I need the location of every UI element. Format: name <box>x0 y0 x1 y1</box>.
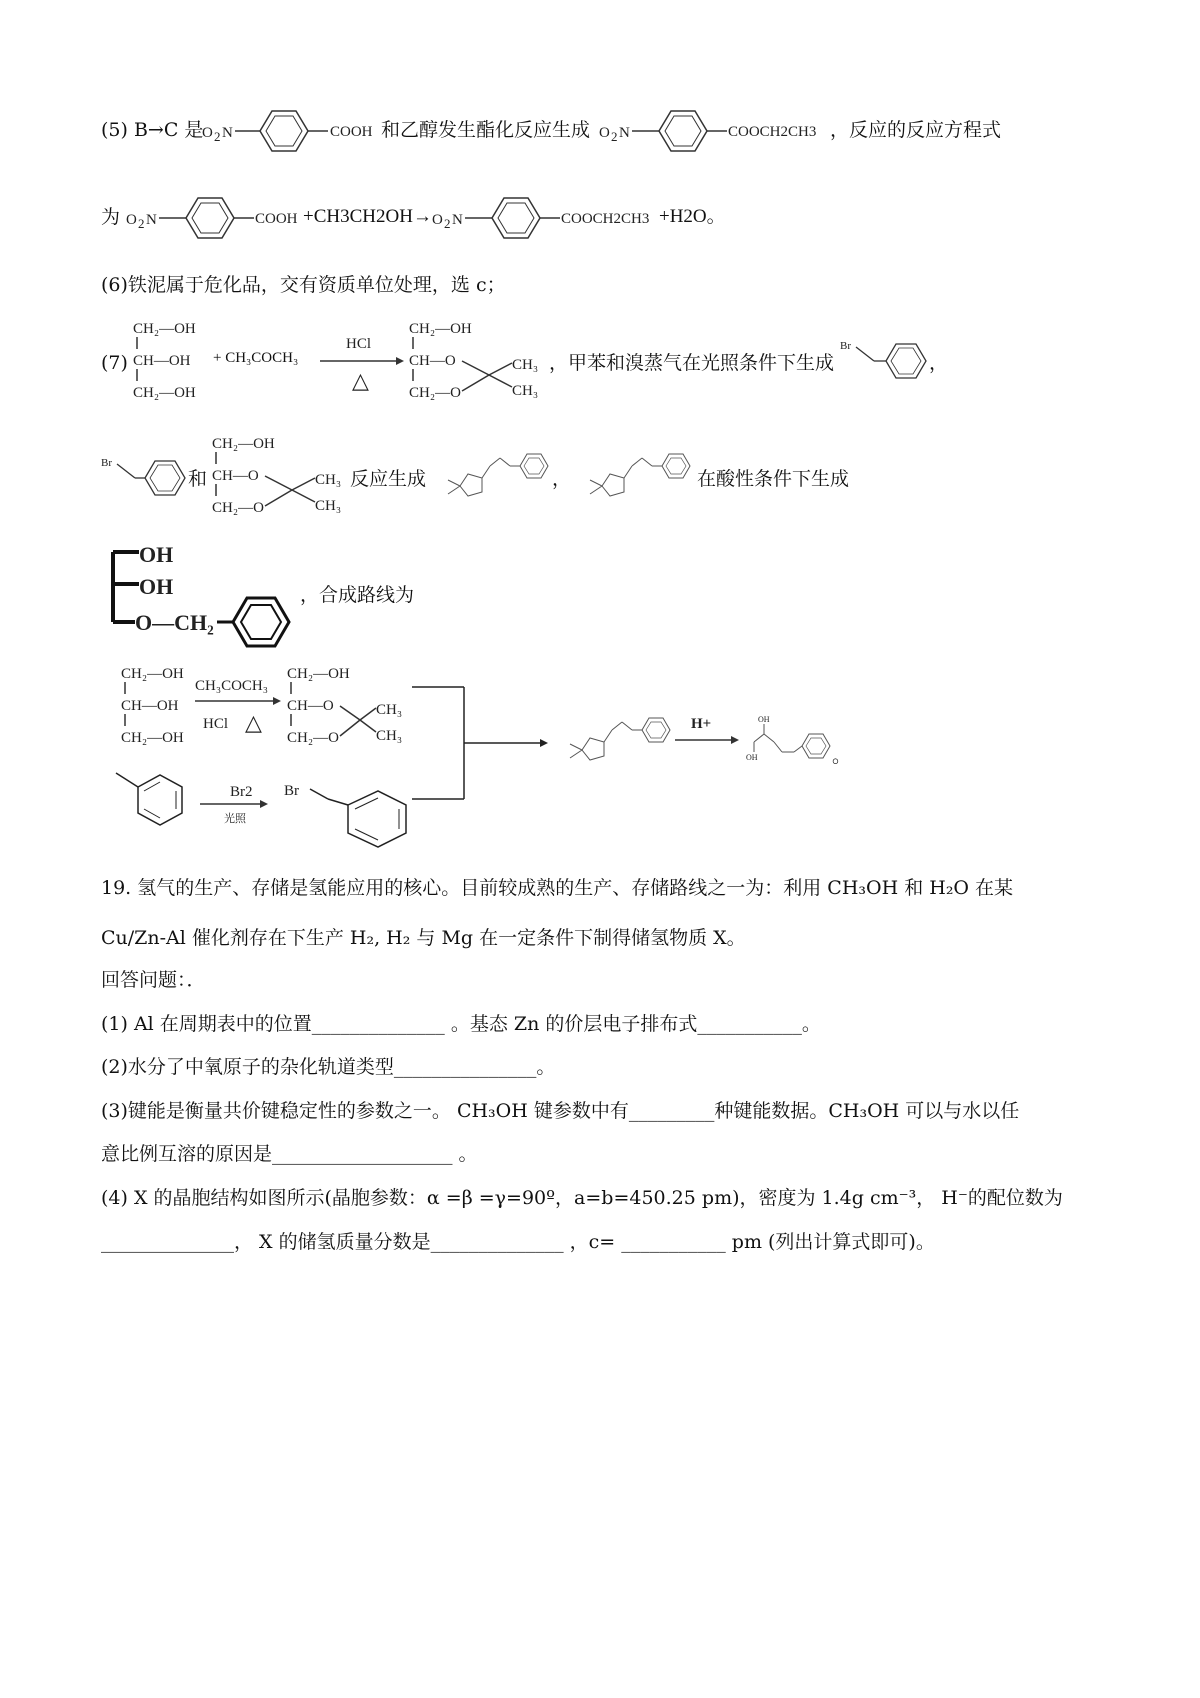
svg-text:CH₂—OH: CH₂—OH <box>121 730 184 746</box>
svg-text:Br: Br <box>101 457 112 469</box>
svg-text:CH—OH: CH—OH <box>121 698 179 714</box>
q5-mid: 和乙醇发生酯化反应生成 <box>381 119 591 141</box>
svg-text:O—CH₂: O—CH₂ <box>135 610 214 635</box>
svg-text:CH₂—O: CH₂—O <box>287 730 339 746</box>
q7-comma: ， <box>929 352 949 374</box>
svg-text:OH: OH <box>746 753 758 762</box>
q7-and: 和 <box>188 468 208 490</box>
svg-text:CH₂—O: CH₂—O <box>212 500 264 516</box>
q19-part2: (2)水分了中氧原子的杂化轨道类型_______________。 <box>101 1056 556 1078</box>
benzyl-glycerol-ether-structure-small <box>744 712 844 772</box>
benzyl-bromide-structure-route <box>280 775 415 865</box>
ethyl-nitrobenzoate-structure-1 <box>597 105 837 155</box>
svg-text:N: N <box>146 212 157 228</box>
svg-text:HCl: HCl <box>203 716 229 732</box>
q7-period: 。 <box>832 745 852 767</box>
svg-text:CH—O: CH—O <box>287 698 334 714</box>
svg-text:COOCH2CH3: COOCH2CH3 <box>728 124 817 140</box>
acetone-reagent: + CH₃COCH₃ <box>213 350 299 366</box>
benzyl-bromide-structure-2 <box>99 452 194 507</box>
svg-text:CH—O: CH—O <box>212 468 259 484</box>
svg-text:CH₂—OH: CH₂—OH <box>287 666 350 682</box>
route-arrow-2 <box>198 780 273 830</box>
svg-text:2: 2 <box>138 216 145 231</box>
svg-text:Br2: Br2 <box>230 784 253 800</box>
svg-text:CH₃: CH₃ <box>512 357 539 373</box>
svg-text:CH₃: CH₃ <box>512 383 539 399</box>
ethyl-nitrobenzoate-structure-2 <box>430 192 670 242</box>
svg-text:CH₃: CH₃ <box>315 498 342 514</box>
svg-text:OH: OH <box>139 574 174 599</box>
q19-line2: Cu/Zn-Al 催化剂存在下生产 H₂, H₂ 与 Mg 在一定条件下制得储氢物质 X。 <box>101 927 746 949</box>
benzyl-acetonide-structure-route <box>552 712 677 772</box>
svg-text:N: N <box>452 212 463 228</box>
benzyl-bromide-structure-1 <box>838 335 938 390</box>
svg-text:H+: H+ <box>691 716 712 732</box>
route-arrow-3 <box>673 712 745 752</box>
svg-text:光照: 光照 <box>224 813 246 825</box>
q7-route: ，合成路线为 <box>300 584 415 606</box>
q19-line3: 回答问题：． <box>101 969 206 991</box>
q5-plus-water: +H2O。 <box>659 206 726 227</box>
svg-text:N: N <box>619 125 630 141</box>
svg-text:CH₃: CH₃ <box>376 728 403 744</box>
svg-text:CH—OH: CH—OH <box>133 353 191 369</box>
q5-plus-ethanol: +CH3CH2OH→ <box>303 206 432 227</box>
svg-text:OH: OH <box>139 542 174 567</box>
benzyl-acetonide-structure-1 <box>430 448 555 508</box>
svg-text:Br: Br <box>840 340 851 352</box>
svg-text:CH₃: CH₃ <box>376 702 403 718</box>
q19-part1: (1) Al 在周期表中的位置______________ 。基态 Zn 的价层电子排布式___________。 <box>101 1013 821 1035</box>
svg-text:△: △ <box>245 710 262 735</box>
q6-text: (6)铁泥属于危化品，交有资质单位处理，选 c； <box>101 274 506 296</box>
svg-text:2: 2 <box>611 129 618 144</box>
svg-text:CH₂—OH: CH₂—OH <box>212 436 275 452</box>
toluene-structure <box>108 765 193 845</box>
q19-part4-line2: ______________， X 的储氢质量分数是______________ ，c= ___________ pm (列出计算式即可)。 <box>101 1231 935 1253</box>
q7-text1: ，甲苯和溴蒸气在光照条件下生成 <box>549 352 835 374</box>
svg-text:O: O <box>126 212 137 228</box>
q19-part3-line2: 意比例互溶的原因是___________________ 。 <box>101 1143 478 1165</box>
benzyl-acetonide-structure-2 <box>572 448 697 508</box>
reaction-arrow-1 <box>318 328 404 398</box>
svg-text:CH₂—OH: CH₂—OH <box>121 666 184 682</box>
svg-text:COOH: COOH <box>255 211 298 227</box>
acetonide-structure-route <box>282 660 417 750</box>
q5-line2-prefix: 为 <box>101 206 121 228</box>
route-bracket <box>404 685 554 805</box>
svg-text:CH₃: CH₃ <box>315 472 342 488</box>
benzyl-glycerol-ether-structure <box>105 540 305 645</box>
route-arrow-1 <box>193 670 285 740</box>
svg-text:CH₂—OH: CH₂—OH <box>133 385 196 401</box>
q19-line1: 19. 氢气的生产、存储是氢能应用的核心。目前较成熟的生产、存储路线之一为：利用 CH₃OH 和 H₂O 在某 <box>101 877 1014 899</box>
q7-comma2: ， <box>552 468 572 490</box>
q19-part3-line1: (3)键能是衡量共价键稳定性的参数之一。 CH₃OH 键参数中有_________种键能数据。CH₃OH 可以与水以任 <box>101 1100 1020 1122</box>
svg-text:CH—O: CH—O <box>409 353 456 369</box>
acetonide-structure-2 <box>207 430 357 520</box>
q7-react: 反应生成 <box>350 468 427 490</box>
svg-text:△: △ <box>352 368 369 393</box>
q5-suffix: ，反应的反应方程式 <box>830 119 1002 141</box>
nitrobenzoic-acid-structure-2 <box>124 192 314 242</box>
svg-text:HCl: HCl <box>346 336 372 352</box>
svg-text:2: 2 <box>214 129 221 144</box>
q19-part4-line1: (4) X 的晶胞结构如图所示(晶胞参数：α =β =γ=90º，a=b=450.25 pm)，密度为 1.4g cm⁻³， H⁻的配位数为 <box>101 1187 1063 1209</box>
svg-text:Br: Br <box>284 783 299 799</box>
svg-text:2: 2 <box>444 216 451 231</box>
svg-text:O: O <box>599 125 610 141</box>
svg-text:CH₂—O: CH₂—O <box>409 385 461 401</box>
nitrobenzoic-acid-structure-1 <box>200 105 380 155</box>
svg-text:O: O <box>432 212 443 228</box>
svg-text:CH₂—OH: CH₂—OH <box>133 321 196 337</box>
nitro-label: O <box>202 125 213 141</box>
svg-text:COOH: COOH <box>330 124 373 140</box>
svg-text:OH: OH <box>758 715 770 724</box>
q7-acid: 在酸性条件下生成 <box>697 468 850 490</box>
svg-text:COOCH2CH3: COOCH2CH3 <box>561 211 650 227</box>
svg-text:CH₂—OH: CH₂—OH <box>409 321 472 337</box>
svg-text:N: N <box>222 125 233 141</box>
q5-prefix: (5) B→C 是 <box>101 119 204 141</box>
svg-text:CH₃COCH₃: CH₃COCH₃ <box>195 678 268 694</box>
acetonide-structure-1 <box>404 315 554 405</box>
q7-label: (7) <box>101 352 128 374</box>
